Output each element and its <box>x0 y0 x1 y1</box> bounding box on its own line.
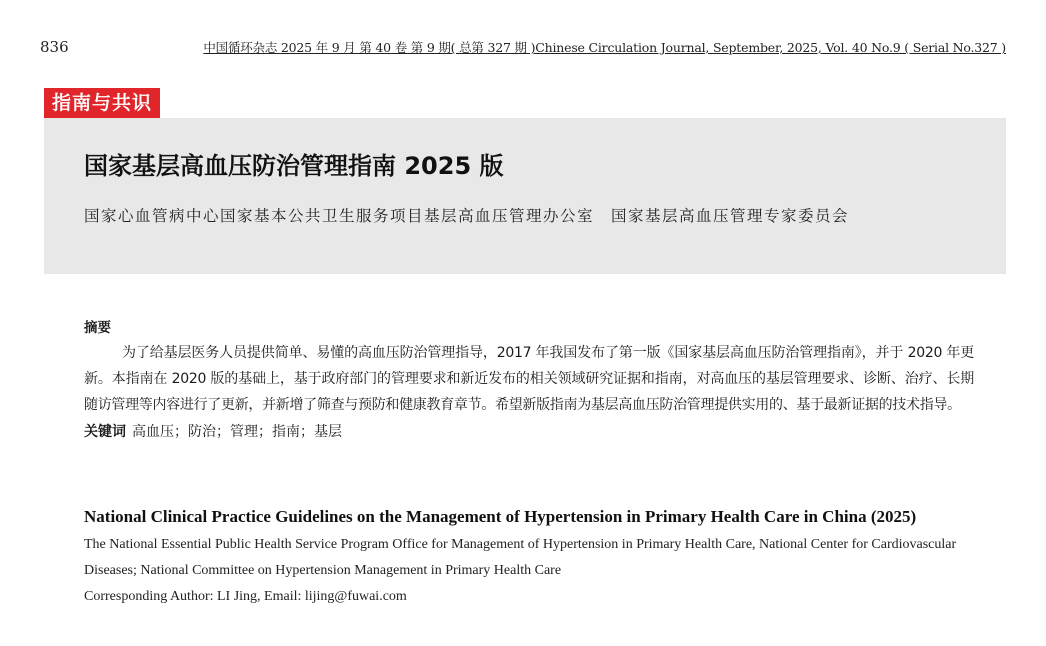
english-block <box>84 502 984 610</box>
journal-info: 中国循环杂志 2025 年 9 月 第 40 卷 第 9 期( 总第 327 期 )Chinese Circulation Journal, September, 2025, Vol. 40 No.9 ( Serial No.327 ) <box>203 40 1006 55</box>
abstract-block <box>84 316 974 444</box>
english-title: National Clinical Practice Guidelines on the Management of Hypertension in Primary Health Care in China (2025) <box>84 507 917 526</box>
article-authors: 国家心血管病中心国家基本公共卫生服务项目基层高血压管理办公室 国家基层高血压管理专家委员会 <box>84 207 850 225</box>
abstract-label: 摘要 <box>84 320 111 336</box>
english-authors: The National Essential Public Health Service Program Office for Management of Hypertension in Primary Health Care, National Center for Cardiovascular Diseases; National Committee on Hypertension Management in Primary Health Care <box>84 537 957 578</box>
section-tag: 指南与共识 <box>44 88 160 118</box>
keywords <box>84 420 974 444</box>
keywords-list: 高血压；防治；管理；指南；基层 <box>132 424 342 440</box>
running-header <box>40 38 1006 56</box>
title-box <box>44 118 1006 274</box>
abstract-text: 为了给基层医务人员提供简单、易懂的高血压防治管理指导，2017 年我国发布了第一版《国家基层高血压防治管理指南》，并于 2020 年更新。本指南在 2020 版的基础上，基于政府部门的管理要求和新近发布的相关领域研究证据和指南，对高血压的基层管理要求、诊断、治疗、长期随访管理等内容进行了更新，并新增了筛查与预防和健康教育章节。希望新版指南为基层高血压防治管理提供实用的、基于最新证据的技术指导。 <box>84 345 974 413</box>
corresponding-author: Corresponding Author: LI Jing, Email: lijing@fuwai.com <box>84 589 407 604</box>
article-title: 国家基层高血压防治管理指南 2025 版 <box>84 152 504 180</box>
page-number: 836 <box>40 38 69 56</box>
keywords-label: 关键词 <box>84 424 126 440</box>
